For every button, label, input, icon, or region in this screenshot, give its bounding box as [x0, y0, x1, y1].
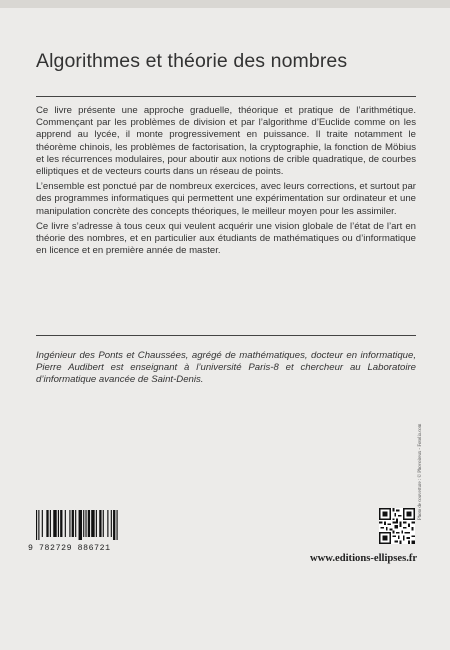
author-bio: Ingénieur des Ponts et Chaussées, agrégé de mathématiques, docteur en informatique, Pierre Audibert est enseignant à l’université Paris-8 et chercheur au Laboratoire d’informatique avancée de Saint-Denis.: [36, 350, 416, 386]
bio-divider: [36, 335, 416, 336]
publisher-website: www.editions-ellipses.fr: [310, 553, 418, 564]
description-paragraph-1: Ce livre présente une approche graduelle, théorique et pratique de l’arithmétique. Commençant par les problèmes de division et par l’algorithme d’Euclide comme on les apprend au lycée, il monte progressivement en puissance. Il traite notamment le théorème chinois, les problèmes de factorisation, la cryptographie, la fonction de Möbius et les récurrences modulaires, pour aboutir aux notions de crible quadratique, de courbes elliptiques et de vecteurs courts dans un réseau de points.: [36, 105, 416, 178]
description: [36, 105, 416, 260]
photo-credit: Photo de couverture : © Phovoireux - Fotolia.com: [418, 423, 423, 520]
title-divider: [36, 96, 416, 97]
isbn-number: 9 782729 886721: [28, 544, 111, 553]
qr-code-icon: [379, 508, 415, 544]
photo-credit-container: [418, 423, 428, 650]
description-paragraph-3: Ce livre s’adresse à tous ceux qui veulent acquérir une vision globale de l’état de l’art en théorie des nombres, et en particulier aux étudiants de mathématiques ou d’informatique en licence et en première année de master.: [36, 220, 416, 257]
barcode-icon: [36, 510, 151, 540]
description-paragraph-2: L’ensemble est ponctué par de nombreux exercices, avec leurs corrections, et surtout par des programmes informatiques qui permettent une expérimentation sur ordinateur et une manipulation concrète des concepts théoriques, le meilleur moyen pour les assimiler.: [36, 181, 416, 217]
top-band: [0, 0, 450, 8]
book-title: Algorithmes et théorie des nombres: [36, 50, 348, 72]
